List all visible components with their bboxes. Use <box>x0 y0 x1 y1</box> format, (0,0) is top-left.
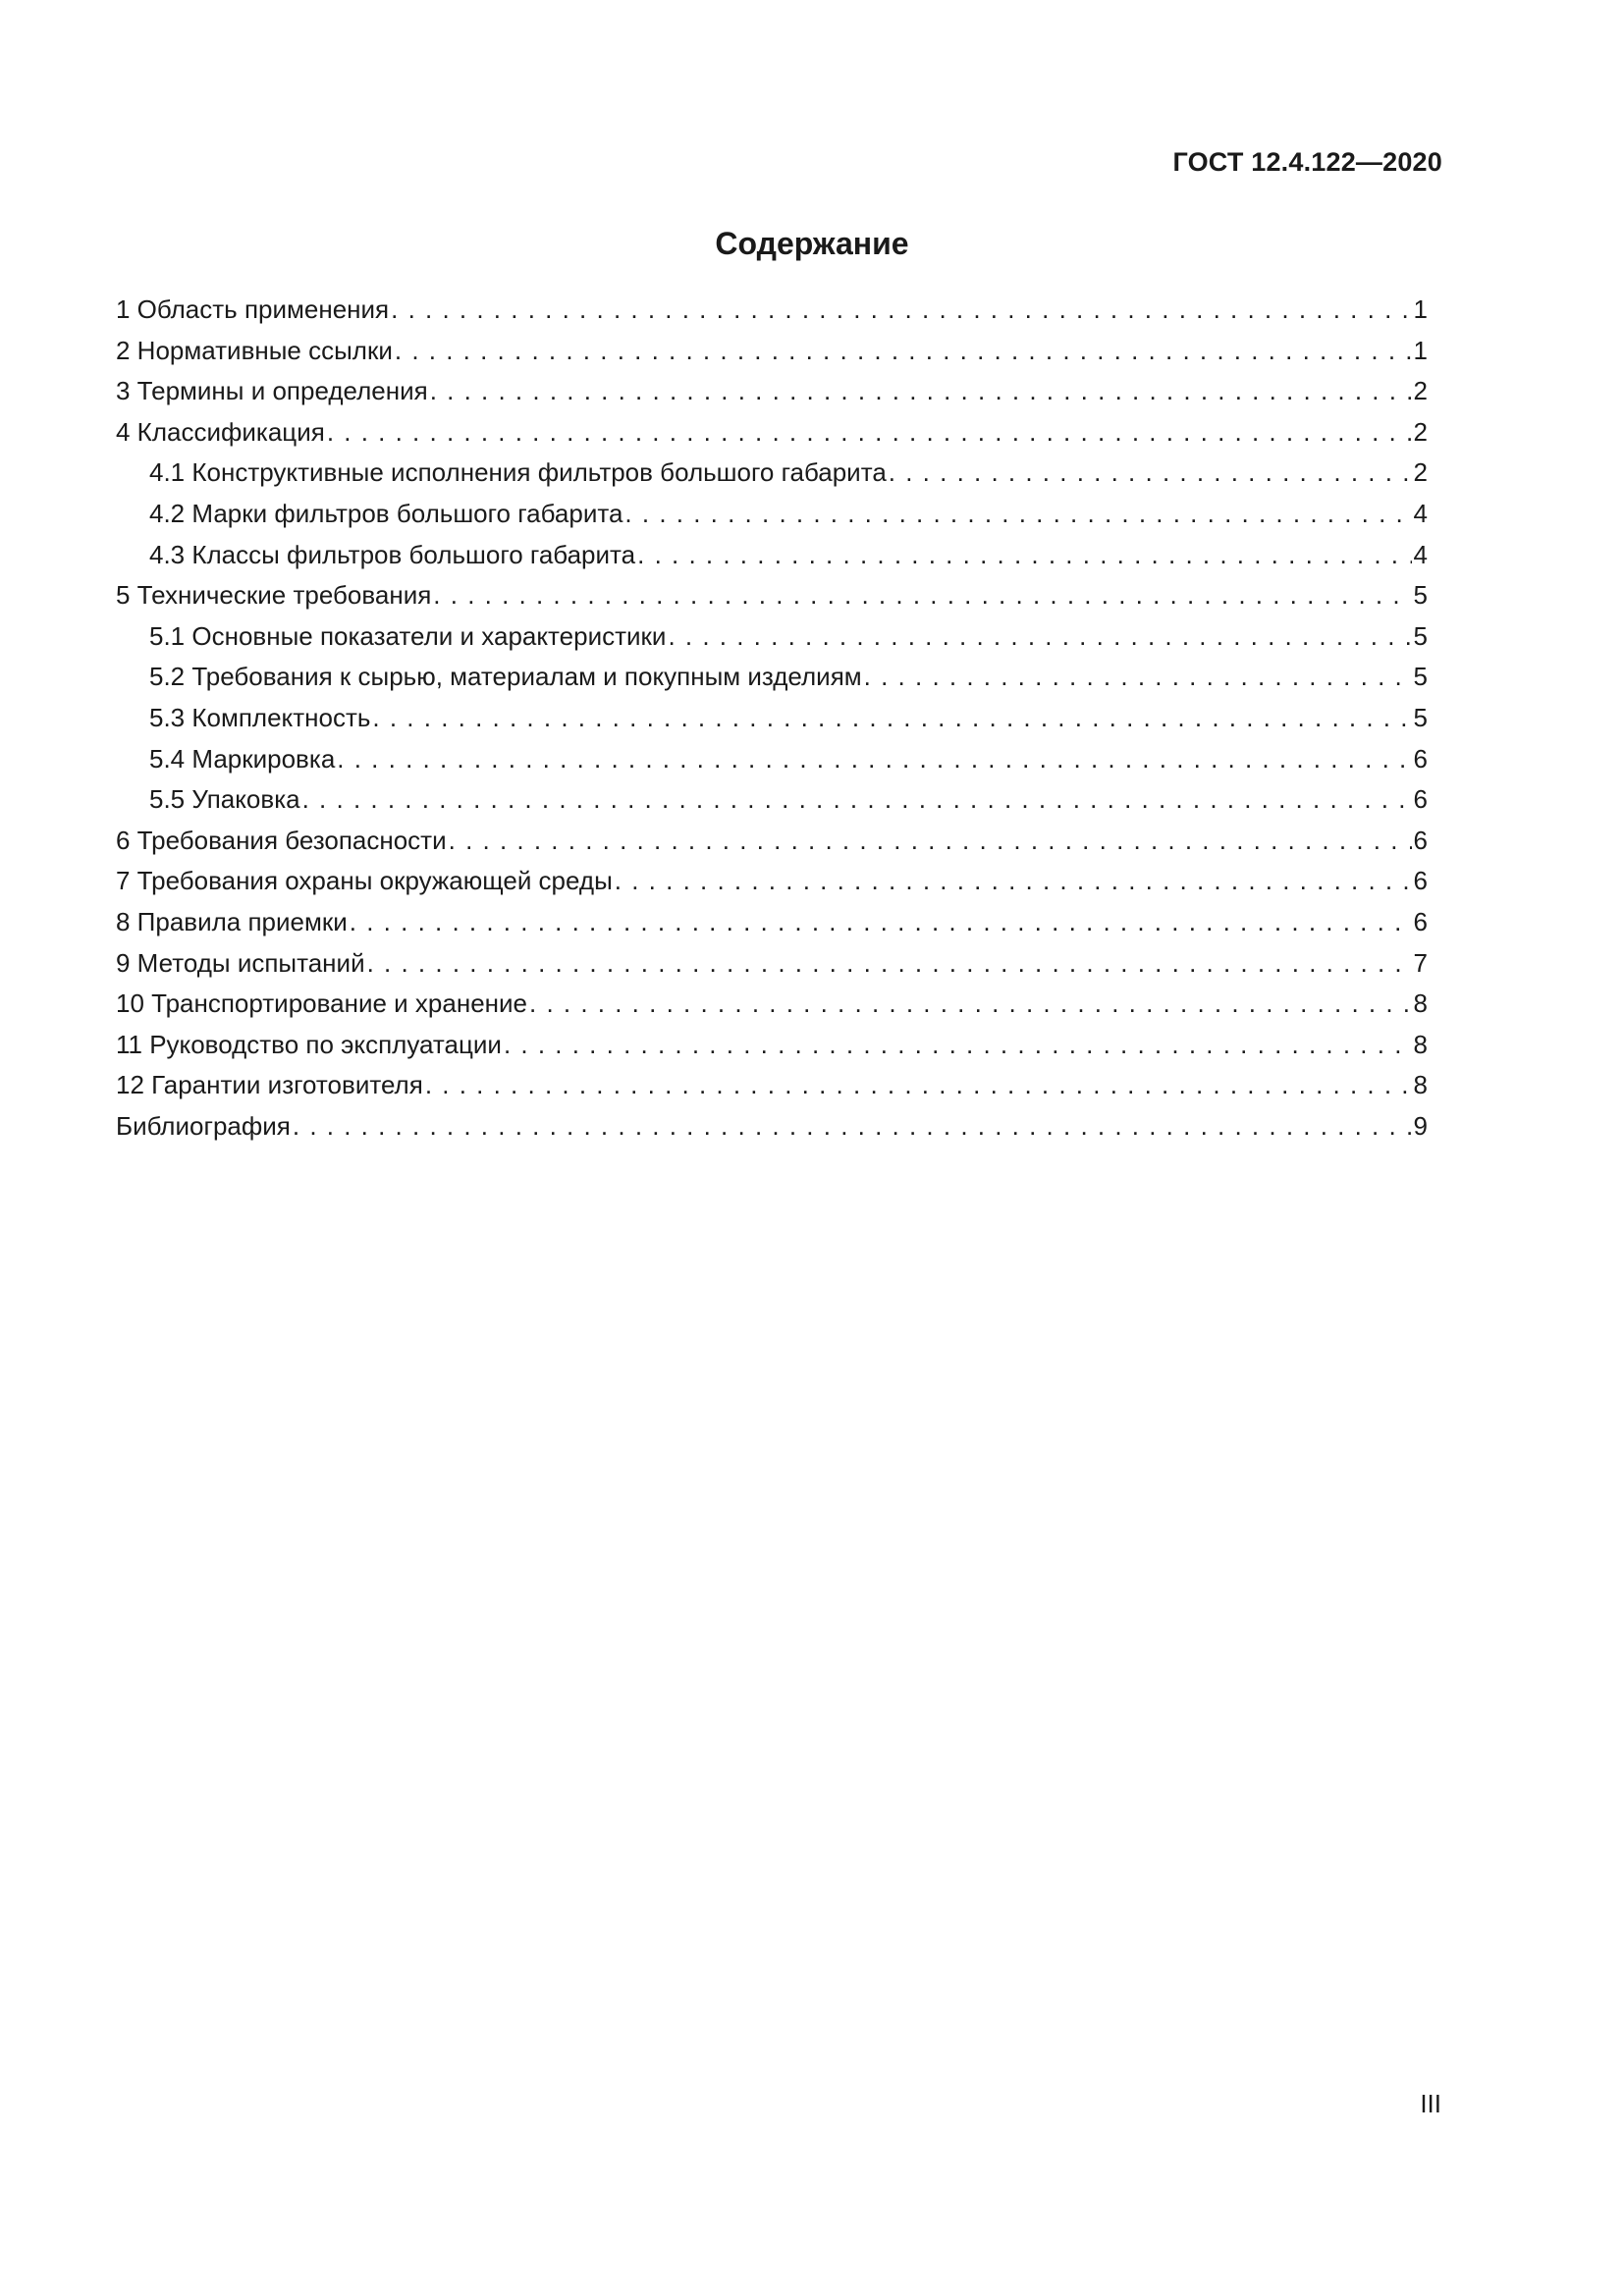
toc-entry-label: 11 Руководство по эксплуатации <box>116 1029 502 1059</box>
toc-entry[interactable] <box>116 457 1428 499</box>
toc-entry-page: 5 <box>1413 662 1428 692</box>
toc-dot-leader <box>327 417 1412 448</box>
toc-entry-page: 6 <box>1413 866 1428 896</box>
toc-entry-label: Библиография <box>116 1110 291 1141</box>
toc-dot-leader <box>293 1111 1412 1142</box>
toc-entry-label: 4 Классификация <box>116 416 325 447</box>
toc-entry-page: 8 <box>1413 1029 1428 1059</box>
table-of-contents <box>116 294 1428 1151</box>
toc-entry[interactable] <box>116 744 1428 785</box>
toc-entry[interactable] <box>116 948 1428 989</box>
toc-dot-leader <box>504 1030 1412 1060</box>
toc-entry-label: 8 Правила приемки <box>116 906 348 936</box>
toc-entry-page: 1 <box>1413 294 1428 324</box>
toc-entry-label: 2 Нормативные ссылки <box>116 335 393 365</box>
toc-entry-page: 2 <box>1413 457 1428 488</box>
toc-entry-page: 6 <box>1413 825 1428 855</box>
toc-entry-label: 6 Требования безопасности <box>116 825 447 855</box>
toc-dot-leader <box>668 621 1411 652</box>
toc-entry-page: 5 <box>1413 620 1428 651</box>
toc-entry-label: 5.3 Комплектность <box>149 702 371 732</box>
toc-entry-page: 6 <box>1413 784 1428 815</box>
toc-entry-label: 12 Гарантии изготовителя <box>116 1070 423 1100</box>
toc-entry-page: 4 <box>1413 498 1428 528</box>
toc-entry-page: 8 <box>1413 988 1428 1019</box>
toc-entry-label: 5.5 Упаковка <box>149 784 300 815</box>
toc-dot-leader <box>391 294 1411 325</box>
toc-dot-leader <box>864 662 1412 692</box>
toc-entry-page: 6 <box>1413 906 1428 936</box>
toc-entry[interactable] <box>116 417 1428 458</box>
toc-dot-leader <box>637 540 1411 570</box>
toc-dot-leader <box>350 907 1412 937</box>
toc-entry-label: 5.2 Требования к сырью, материалам и покупным изделиям <box>149 662 862 692</box>
toc-entry[interactable] <box>116 499 1428 540</box>
toc-entry-label: 4.1 Конструктивные исполнения фильтров большого габарита <box>149 457 887 488</box>
toc-entry[interactable] <box>116 662 1428 703</box>
toc-entry-page: 1 <box>1413 335 1428 365</box>
toc-entry-page: 5 <box>1413 702 1428 732</box>
toc-entry-label: 10 Транспортирование и хранение <box>116 988 527 1019</box>
toc-dot-leader <box>624 499 1411 529</box>
toc-entry-label: 7 Требования охраны окружающей среды <box>116 866 613 896</box>
toc-dot-leader <box>302 784 1412 815</box>
toc-entry[interactable] <box>116 907 1428 948</box>
toc-entry[interactable] <box>116 703 1428 744</box>
toc-dot-leader <box>337 744 1411 774</box>
toc-entry[interactable] <box>116 866 1428 907</box>
toc-entry[interactable] <box>116 1070 1428 1111</box>
toc-dot-leader <box>433 580 1411 611</box>
toc-dot-leader <box>367 948 1412 979</box>
toc-dot-leader <box>372 703 1411 733</box>
toc-entry-label: 9 Методы испытаний <box>116 947 365 978</box>
toc-entry[interactable] <box>116 580 1428 621</box>
toc-entry[interactable] <box>116 1030 1428 1071</box>
toc-entry[interactable] <box>116 621 1428 663</box>
toc-entry-label: 5.1 Основные показатели и характеристики <box>149 620 667 651</box>
toc-entry[interactable] <box>116 1111 1428 1152</box>
toc-entry-page: 6 <box>1413 743 1428 774</box>
toc-entry-label: 4.3 Классы фильтров большого габарита <box>149 539 636 569</box>
toc-dot-leader <box>449 826 1412 856</box>
toc-entry-page: 9 <box>1413 1110 1428 1141</box>
toc-dot-leader <box>889 457 1412 488</box>
toc-entry[interactable] <box>116 988 1428 1030</box>
toc-entry-label: 1 Область применения <box>116 294 390 324</box>
toc-title: Содержание <box>715 226 909 261</box>
document-code: ГОСТ 12.4.122—2020 <box>1172 147 1442 177</box>
toc-entry-page: 7 <box>1413 947 1428 978</box>
toc-entry-page: 5 <box>1413 580 1428 611</box>
toc-entry-label: 5 Технические требования <box>116 580 432 611</box>
toc-entry[interactable] <box>116 826 1428 867</box>
toc-entry[interactable] <box>116 540 1428 581</box>
toc-entry-label: 5.4 Маркировка <box>149 743 336 774</box>
toc-entry-label: 4.2 Марки фильтров большого габарита <box>149 498 623 528</box>
toc-entry-page: 2 <box>1413 416 1428 447</box>
toc-entry[interactable] <box>116 376 1428 417</box>
toc-dot-leader <box>529 988 1412 1019</box>
page-number: III <box>1420 2089 1441 2118</box>
toc-entry[interactable] <box>116 784 1428 826</box>
toc-entry-page: 8 <box>1413 1070 1428 1100</box>
toc-dot-leader <box>395 336 1412 366</box>
toc-entry-page: 2 <box>1413 376 1428 406</box>
toc-dot-leader <box>425 1070 1412 1100</box>
toc-entry[interactable] <box>116 336 1428 377</box>
toc-dot-leader <box>430 376 1412 406</box>
toc-entry-label: 3 Термины и определения <box>116 376 428 406</box>
toc-dot-leader <box>615 866 1412 896</box>
toc-entry[interactable] <box>116 294 1428 336</box>
toc-entry-page: 4 <box>1413 539 1428 569</box>
